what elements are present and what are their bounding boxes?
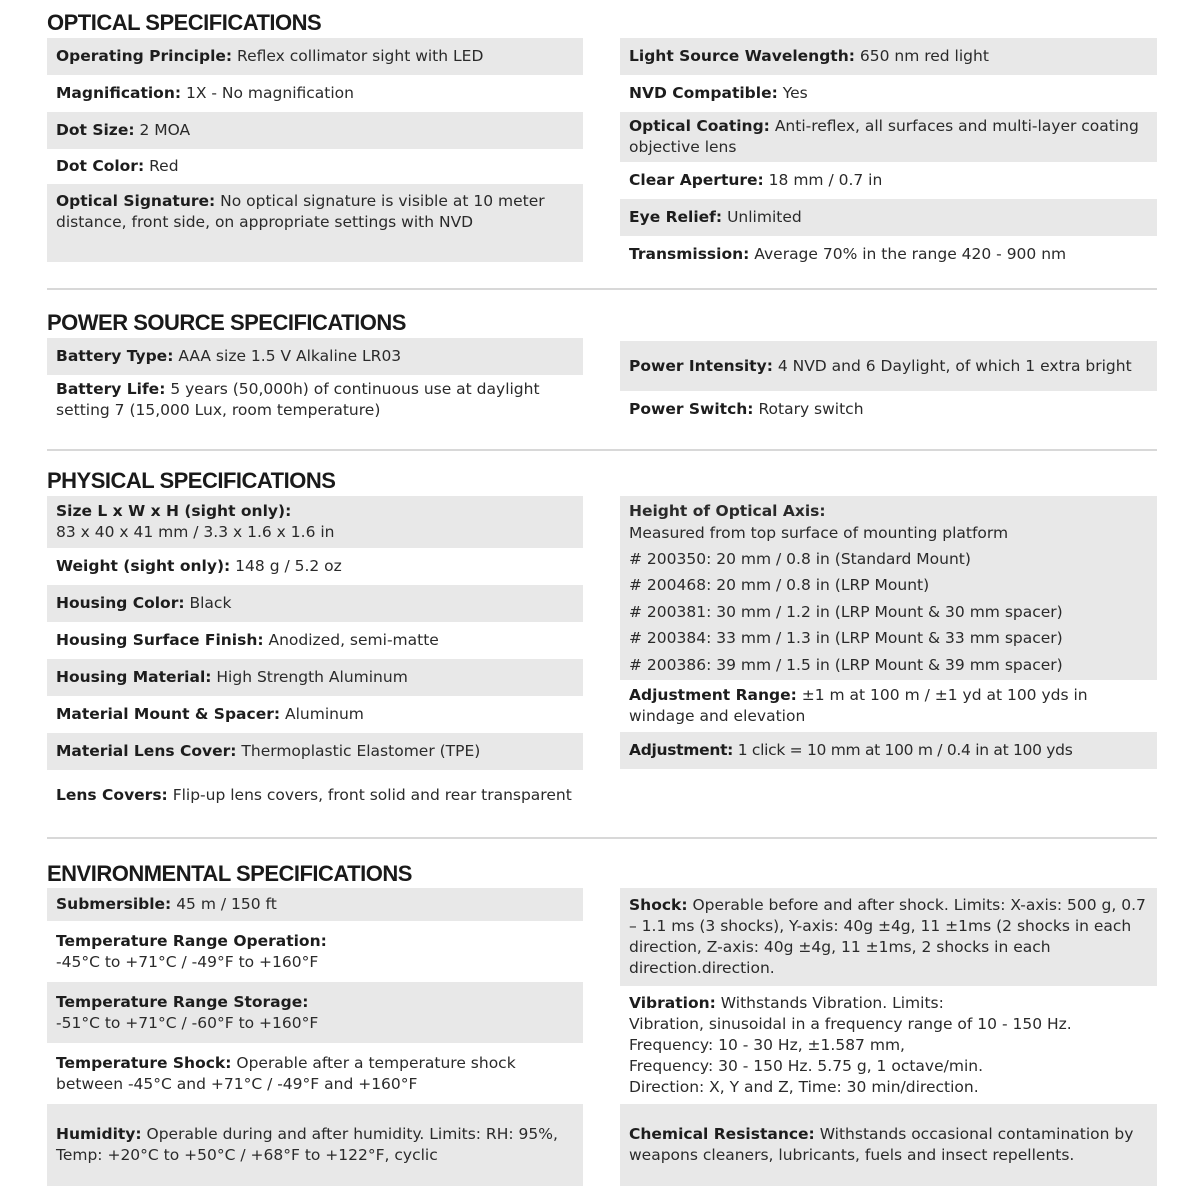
spec-temperature-range-storage: Temperature Range Storage: -51°C to +71°C / -60°F to +160°F <box>47 982 583 1043</box>
spec-battery-life: Battery Life: 5 years (50,000h) of continuous use at daylight setting 7 (15,000 Lux, room temperature) <box>56 380 540 419</box>
spec-light-source-wavelength: Light Source Wavelength: 650 nm red light <box>620 38 1157 75</box>
power-title: POWER SOURCE SPECIFICATIONS <box>47 310 406 335</box>
spec-magnification: Magnification: 1X - No magnification <box>56 84 354 102</box>
height-axis-line: # 200386: 39 mm / 1.5 in (LRP Mount & 39 mm spacer) <box>629 656 1063 674</box>
spec-operating-principle: Operating Principle: Reflex collimator sight with LED <box>47 38 583 75</box>
spec-adjustment-range: Adjustment Range: ±1 m at 100 m / ±1 yd at 100 yds in windage and elevation <box>629 686 1088 725</box>
spec-material-lens-cover: Material Lens Cover: Thermoplastic Elastomer (TPE) <box>47 733 583 770</box>
section-divider <box>47 449 1157 451</box>
height-axis-line: # 200381: 30 mm / 1.2 in (LRP Mount & 30 mm spacer) <box>629 603 1063 621</box>
spec-housing-color: Housing Color: Black <box>47 585 583 622</box>
spec-weight: Weight (sight only): 148 g / 5.2 oz <box>56 557 342 575</box>
height-axis-line: Measured from top surface of mounting platform <box>629 524 1009 542</box>
spec-size: Size L x W x H (sight only): 83 x 40 x 41 mm / 3.3 x 1.6 x 1.6 in <box>47 496 583 548</box>
spec-optical-signature: Optical Signature: No optical signature is visible at 10 meter distance, front side, on appropriate settings with NVD <box>47 184 583 262</box>
spec-humidity: Humidity: Operable during and after humidity. Limits: RH: 95%, Temp: +20°C to +50°C / +68°F to +122°F, cyclic <box>47 1104 583 1186</box>
spec-dot-color: Dot Color: Red <box>56 157 179 175</box>
spec-dot-size: Dot Size: 2 MOA <box>47 112 583 149</box>
spec-adjustment: Adjustment: 1 click = 10 mm at 100 m / 0.4 in at 100 yds <box>620 732 1157 769</box>
spec-transmission: Transmission: Average 70% in the range 420 - 900 nm <box>629 245 1067 263</box>
spec-housing-material: Housing Material: High Strength Aluminum <box>47 659 583 696</box>
spec-vibration: Vibration: Withstands Vibration. Limits: Vibration, sinusoidal in a frequency range of 10 - 150 Hz. Frequency: 10 - 30 Hz, ±1.587 mm, Frequency: 30 - 150 Hz. 5.75 g, 1 octave/min. Direction: X, Y and Z, Time: 30 min/direction. <box>629 993 1072 1096</box>
spec-chemical-resistance: Chemical Resistance: Withstands occasional contamination by weapons cleaners, lubricants, fuels and insect repellents. <box>620 1104 1157 1186</box>
spec-power-switch: Power Switch: Rotary switch <box>629 400 864 418</box>
spec-material-mount-spacer: Material Mount & Spacer: Aluminum <box>56 705 364 723</box>
environmental-title: ENVIRONMENTAL SPECIFICATIONS <box>47 861 412 886</box>
spec-battery-type: Battery Type: AAA size 1.5 V Alkaline LR03 <box>47 338 583 375</box>
physical-title: PHYSICAL SPECIFICATIONS <box>47 468 336 493</box>
spec-clear-aperture: Clear Aperture: 18 mm / 0.7 in <box>629 171 883 189</box>
height-axis-label: Height of Optical Axis: <box>629 502 826 520</box>
spec-shock: Shock: Operable before and after shock. Limits: X-axis: 500 g, 0.7 – 1.1 ms (3 shocks), Y-axis: 40g ±4g, 11 ±1ms (2 shocks in each direction, Z-axis: 40g ±4g, 11 ±1ms, 2 shocks in each direction.direction. <box>620 888 1157 986</box>
height-axis-line: # 200350: 20 mm / 0.8 in (Standard Mount) <box>629 550 971 568</box>
spec-housing-surface-finish: Housing Surface Finish: Anodized, semi-matte <box>56 631 439 649</box>
section-divider <box>47 837 1157 839</box>
spec-nvd-compatible: NVD Compatible: Yes <box>629 84 808 102</box>
spec-optical-coating: Optical Coating: Anti-reflex, all surfaces and multi-layer coating objective lens <box>620 112 1157 162</box>
spec-temperature-range-operation: Temperature Range Operation: -45°C to +71°C / -49°F to +160°F <box>56 931 327 971</box>
spec-eye-relief: Eye Relief: Unlimited <box>620 199 1157 236</box>
spec-submersible: Submersible: 45 m / 150 ft <box>47 888 583 921</box>
height-axis-line: # 200384: 33 mm / 1.3 in (LRP Mount & 33 mm spacer) <box>629 629 1063 647</box>
spec-lens-covers: Lens Covers: Flip-up lens covers, front solid and rear transparent <box>56 785 572 804</box>
section-divider <box>47 288 1157 290</box>
spec-power-intensity: Power Intensity: 4 NVD and 6 Daylight, of which 1 extra bright <box>620 341 1157 391</box>
optical-title: OPTICAL SPECIFICATIONS <box>47 10 322 35</box>
height-axis-line: # 200468: 20 mm / 0.8 in (LRP Mount) <box>629 576 930 594</box>
spec-temperature-shock: Temperature Shock: Operable after a temperature shock between -45°C and +71°C / -49°F and +160°F <box>56 1053 516 1093</box>
